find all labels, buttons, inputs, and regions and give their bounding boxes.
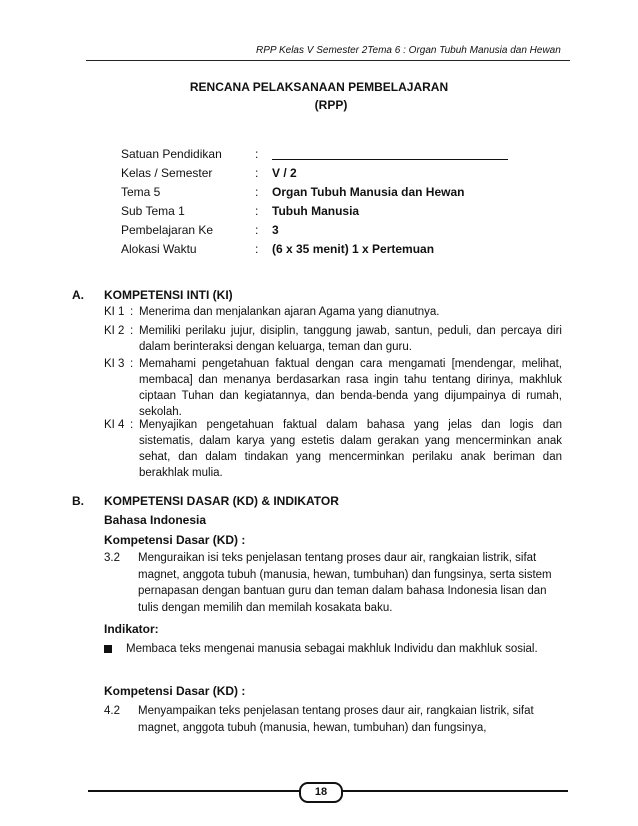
blank-line (272, 147, 508, 160)
ki-code: KI 2 (104, 325, 125, 337)
info-colon: : (255, 242, 259, 256)
bullet-square-icon (104, 645, 112, 653)
info-label: Pembelajaran Ke (121, 223, 214, 237)
document-title: RENCANA PELAKSANAAN PEMBELAJARAN (189, 80, 449, 94)
info-label: Kelas / Semester (121, 166, 213, 180)
kd-number: 4.2 (104, 705, 120, 717)
info-label: Alokasi Waktu (121, 242, 197, 256)
info-value: (6 x 35 menit) 1 x Pertemuan (272, 242, 435, 256)
ki-text: Memahami pengetahuan faktual dengan cara mengamati [mendengar, melihat, membaca] dan menanya berdasarkan rasa ingin tahu tentang dirinya, makhluk ciptaan Tuhan dan kegiatannya, dan benda-benda yang dijumpainya di rumah, sekolah. (139, 358, 562, 418)
section-letter: B. (72, 494, 84, 508)
kd-item-3-2 (104, 550, 562, 616)
info-colon: : (255, 166, 259, 180)
kd-item-4-2 (104, 703, 562, 736)
subject-label: Bahasa Indonesia (104, 513, 207, 527)
section-title: KOMPETENSI DASAR (KD) & INDIKATOR (104, 494, 339, 508)
info-value: V / 2 (272, 166, 297, 180)
info-value: Tubuh Manusia (272, 204, 360, 218)
ki-text: Menyajikan pengetahuan faktual dalam bahasa yang jelas dan logis dan sistematis, dalam karya yang estetis dalam gerakan yang mencerminkan anak sehat, dan dalam tindakan yang mencerminkan perilaku anak beriman dan berakhlak mulia. (139, 419, 562, 479)
kd-label: Kompetensi Dasar (KD) : (104, 684, 246, 698)
info-label: Sub Tema 1 (121, 204, 185, 218)
info-label: Tema 5 (121, 185, 161, 199)
ki-colon: : (130, 358, 134, 370)
running-header: RPP Kelas V Semester 2Tema 6 : Organ Tubuh Manusia dan Hewan (256, 45, 561, 56)
kd-text: Menyampaikan teks penjelasan tentang proses daur air, rangkaian listrik, sifat magnet, anggota tubuh (manusia, hewan, tumbuhan) dan fungsinya, (138, 705, 534, 734)
indikator-label: Indikator: (104, 622, 159, 636)
ki-item-4 (104, 417, 562, 481)
ki-code: KI 3 (104, 358, 125, 370)
ki-colon: : (130, 306, 134, 318)
indikator-text: Membaca teks mengenai manusia sebagai makhluk Individu dan makhluk sosial. (126, 643, 538, 655)
indikator-item (104, 641, 562, 658)
info-label: Satuan Pendidikan (121, 147, 222, 161)
section-letter: A. (72, 288, 84, 302)
header-rule (86, 60, 570, 61)
info-colon: : (255, 185, 259, 199)
ki-item-1 (104, 304, 562, 320)
ki-text: Menerima dan menjalankan ajaran Agama yang dianutnya. (139, 306, 440, 318)
ki-code: KI 1 (104, 306, 125, 318)
ki-text: Memiliki perilaku jujur, disiplin, tanggung jawab, santun, peduli, dan percaya diri dalam berinteraksi dengan keluarga, teman dan guru. (139, 325, 562, 353)
info-value-blank (272, 147, 508, 161)
kd-text: Menguraikan isi teks penjelasan tentang proses daur air, rangkaian listrik, sifat magnet, anggota tubuh (manusia, hewan, tumbuhan) dan fungsinya, serta sistem pernapasan dengan bantuan guru dan teman dalam bahasa Indonesia lisan dan tulis dengan memilih dan memilah kosakata baku. (138, 552, 552, 614)
document-subtitle: (RPP) (314, 98, 348, 112)
info-colon: : (255, 204, 259, 218)
ki-item-3 (104, 356, 562, 420)
info-value: 3 (272, 223, 279, 237)
ki-colon: : (130, 325, 134, 337)
kd-number: 3.2 (104, 552, 120, 564)
info-colon: : (255, 147, 259, 161)
ki-colon: : (130, 419, 134, 431)
info-value: Organ Tubuh Manusia dan Hewan (272, 185, 465, 199)
ki-item-2 (104, 323, 562, 355)
ki-code: KI 4 (104, 419, 125, 431)
page-number: 18 (299, 782, 343, 803)
info-colon: : (255, 223, 259, 237)
section-title: KOMPETENSI INTI (KI) (104, 288, 233, 302)
kd-label: Kompetensi Dasar (KD) : (104, 533, 246, 547)
